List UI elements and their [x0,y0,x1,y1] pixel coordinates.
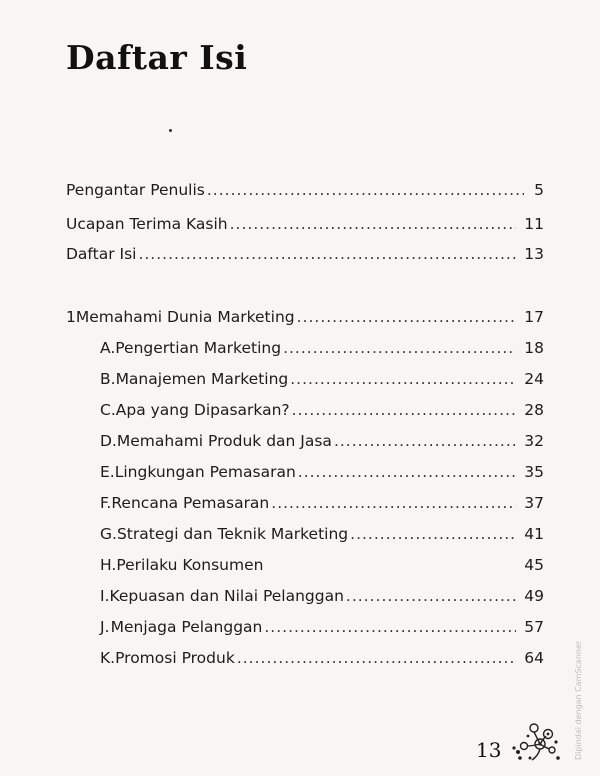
leader-dots [290,369,516,389]
toc-page-number: 49 [524,587,544,605]
toc-row-section-h[interactable] [100,555,544,575]
section-title: Perilaku Konsumen [116,556,264,574]
section-letter: C. [100,401,116,419]
section-title: Memahami Produk dan Jasa [116,432,332,450]
toc-page-number: 5 [534,181,544,199]
toc-entry-label: Ucapan Terima Kasih [66,215,228,233]
chapter-number: 1 [66,308,76,326]
toc-page-number: 64 [524,649,544,667]
section-title: Promosi Produk [115,649,235,667]
leader-dots [292,400,516,420]
section-letter: J. [100,618,110,636]
toc-page-number: 35 [524,463,544,481]
toc-row-section-c[interactable] [100,400,544,420]
toc-row-daftar-isi[interactable] [66,244,544,264]
section-title: Kepuasan dan Nilai Pelanggan [109,587,344,605]
toc-row-section-a[interactable] [100,338,544,358]
toc-page-number: 28 [524,401,544,419]
section-title: Menjaga Pelanggan [110,618,263,636]
section-letter: K. [100,649,116,667]
leader-dots [271,493,516,513]
floral-ornament-icon [510,718,564,770]
toc-page-number: 57 [524,618,544,636]
leader-dots [264,617,516,637]
page-number: 13 [476,738,502,762]
section-letter: G. [100,525,117,543]
toc-row-section-f[interactable] [100,493,544,513]
section-letter: H. [100,556,117,574]
toc-row-section-k[interactable] [100,648,544,668]
toc-row-pengantar[interactable] [66,180,544,200]
section-title: Rencana Pemasaran [111,494,270,512]
section-letter: F. [100,494,112,512]
leader-dots [237,648,516,668]
chapter-title: Memahami Dunia Marketing [75,308,295,326]
section-letter: D. [100,432,117,450]
toc-page-number: 37 [524,494,544,512]
stray-ink-dot [169,129,172,132]
toc-row-section-e[interactable] [100,462,544,482]
leader-dots [207,180,524,200]
toc-page-number: 18 [524,339,544,357]
leader-dots [346,586,516,606]
toc-page-number: 45 [524,556,544,574]
toc-page-number: 41 [524,525,544,543]
section-letter: A. [100,339,116,357]
toc-entry-label: Pengantar Penulis [66,181,205,199]
leader-dots [334,431,516,451]
toc-row-section-g[interactable] [100,524,544,544]
scanner-watermark: Dipindai dengan CamScanner [574,640,583,760]
toc-page-number: 24 [524,370,544,388]
leader-dots [350,524,516,544]
toc-row-section-j[interactable] [100,617,544,637]
leader-dots [230,214,516,234]
section-letter: E. [100,463,115,481]
toc-row-ucapan[interactable] [66,214,544,234]
section-title: Apa yang Dipasarkan? [115,401,290,419]
leader-dots [298,462,516,482]
section-title: Lingkungan Pemasaran [114,463,296,481]
section-letter: I. [100,587,110,605]
toc-entry-label: Daftar Isi [66,245,137,263]
section-title: Manajemen Marketing [115,370,289,388]
page-title: Daftar Isi [66,38,248,77]
leader-dots [283,338,516,358]
toc-page-number: 17 [524,308,544,326]
toc-page-number: 11 [524,215,544,233]
toc-page-number: 32 [524,432,544,450]
toc-row-section-d[interactable] [100,431,544,451]
toc-row-section-i[interactable] [100,586,544,606]
toc-page-number: 13 [524,245,544,263]
leader-dots [297,307,516,327]
section-letter: B. [100,370,116,388]
toc-row-section-b[interactable] [100,369,544,389]
section-title: Pengertian Marketing [115,339,282,357]
leader-dots [138,244,516,264]
section-title: Strategi dan Teknik Marketing [116,525,349,543]
toc-row-chapter-1[interactable] [66,307,544,327]
